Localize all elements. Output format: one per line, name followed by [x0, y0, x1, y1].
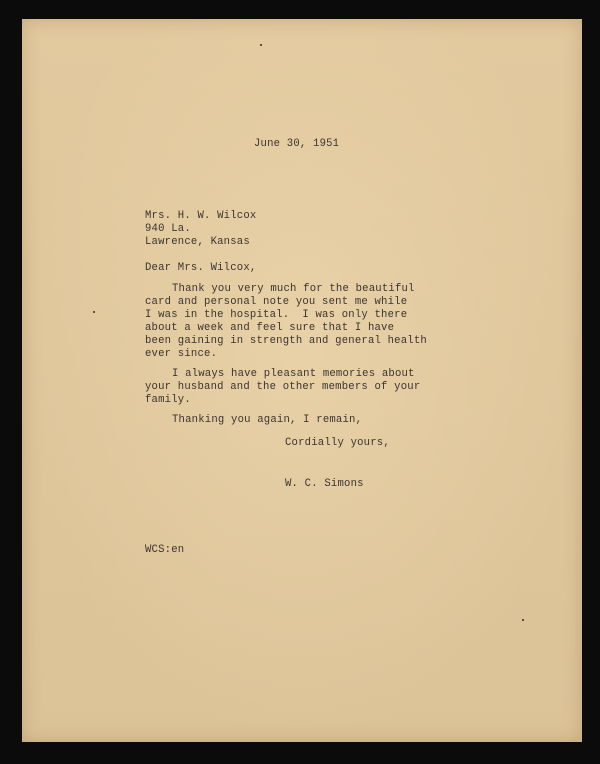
ink-speck — [260, 44, 262, 46]
body-line: your husband and the other members of your — [145, 381, 421, 393]
body-line: I was in the hospital. I was only there — [145, 309, 408, 321]
ink-speck — [522, 619, 524, 621]
body-line: card and personal note you sent me while — [145, 296, 408, 308]
salutation: Dear Mrs. Wilcox, — [145, 262, 257, 274]
body-line: Thanking you again, I remain, — [172, 414, 363, 426]
letter-date: June 30, 1951 — [254, 138, 340, 150]
closing: Cordially yours, — [285, 437, 390, 449]
ink-speck — [93, 311, 95, 313]
body-line: been gaining in strength and general health — [145, 335, 427, 347]
recipient-street: 940 La. — [145, 223, 191, 235]
recipient-city: Lawrence, Kansas — [145, 236, 250, 248]
body-line: I always have pleasant memories about — [172, 368, 415, 380]
body-line: ever since. — [145, 348, 218, 360]
reference-initials: WCS:en — [145, 544, 185, 556]
body-line: about a week and feel sure that I have — [145, 322, 395, 334]
body-line: Thank you very much for the beautiful — [172, 283, 415, 295]
recipient-name: Mrs. H. W. Wilcox — [145, 210, 257, 222]
signature-name: W. C. Simons — [285, 478, 364, 490]
body-line: family. — [145, 394, 191, 406]
